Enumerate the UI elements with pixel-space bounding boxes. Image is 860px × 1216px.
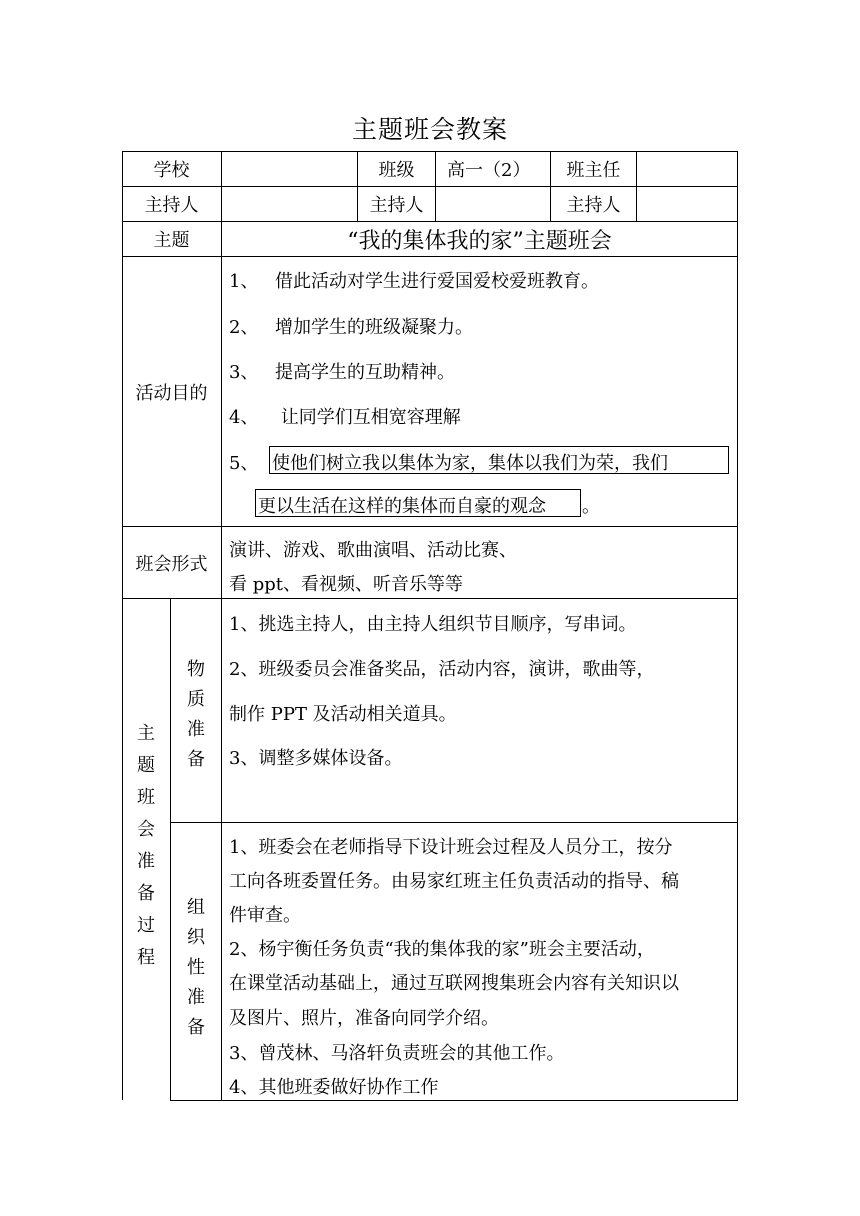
school-label: 学校 [153,160,190,181]
format-line: 看 ppt、看视频、听音乐等等 [229,574,463,595]
prep-label-char: 程 [137,947,155,968]
material-line: 2、班级委员会准备奖品，活动内容，演讲，歌曲等， [229,659,655,680]
objective-item [229,267,599,293]
document-title: 主题班会教案 [351,115,508,144]
organization-line: 件审查。 [229,905,301,926]
host-label-1: 主持人 [144,195,199,216]
format-label: 班会形式 [135,553,208,575]
organization-line: 及图片、照片，准备向同学介绍。 [229,1008,499,1029]
class-label: 班级 [378,160,415,181]
organization-label-char: 织 [187,927,205,948]
format-line: 演讲、游戏、歌曲演唱、活动比赛、 [229,540,517,561]
organization-line: 4、其他班委做好协作工作 [229,1077,439,1098]
material-line: 3、调整多媒体设备。 [229,748,403,769]
organization-line: 在课堂活动基础上，通过互联网搜集班会内容有关知识以 [229,973,679,994]
material-line: 1、挑选主持人，由主持人组织节目顺序，写串词。 [229,614,637,635]
objective-text: 提高学生的互助精神。 [275,362,455,383]
organization-label-char: 备 [187,1017,205,1038]
objective-item [229,313,473,339]
material-label-char: 质 [187,689,205,710]
material-label-char: 物 [187,659,205,680]
head-teacher-label: 班主任 [566,160,621,181]
objectives-label: 活动目的 [135,382,208,404]
objective-text: 借此活动对学生进行爱国爱校爱班教育。 [275,271,599,292]
organization-label-char: 组 [187,897,205,918]
objective-item [229,358,455,384]
prep-label-char: 备 [137,883,155,904]
objective-item [229,403,461,429]
prep-label-char: 会 [137,819,155,840]
objective-text: 使他们树立我以集体为家，集体以我们为荣，我们 [272,453,668,474]
school-value [222,152,357,186]
class-value: 高一（2） [447,160,531,181]
host-label-2: 主持人 [369,195,424,216]
organization-line: 工向各班委置任务。由易家红班主任负责活动的指导、稿 [229,871,679,892]
objective-continuation: 更以生活在这样的集体而自豪的观念 [258,496,546,517]
material-line: 制作 PPT 及活动相关道具。 [229,704,457,725]
prep-label-char: 题 [137,755,155,776]
prep-label-char: 过 [137,915,155,936]
material-label-char: 准 [187,719,205,740]
organization-label-char: 性 [187,957,205,978]
material-label-char: 备 [187,749,205,770]
head-teacher-value [637,152,737,186]
material-prep-label [181,655,211,775]
objective-number: 2、 [229,317,259,338]
host-label-3: 主持人 [566,195,621,216]
objective-end-mark: 。 [582,496,600,517]
organization-line: 3、曾茂林、马洛轩负责班会的其他工作。 [229,1043,565,1064]
objective-number: 5、 [229,453,259,474]
organization-prep-label [181,893,211,1043]
prep-label-char: 班 [137,787,155,808]
prep-label-char: 主 [137,723,155,744]
objective-number: 1、 [229,271,259,292]
objective-number: 3、 [229,362,259,383]
theme-value: “我的集体我的家”主题班会 [347,228,612,254]
objective-text: 增加学生的班级凝聚力。 [275,317,473,338]
prep-process-label [131,718,161,974]
objective-number: 4、 [229,407,259,428]
prep-label-char: 准 [137,851,155,872]
organization-label-char: 准 [187,987,205,1008]
organization-line: 1、班委会在老师指导下设计班会过程及人员分工，按分 [229,837,673,858]
organization-line: 2、杨宇衡任务负责“我的集体我的家”班会主要活动， [229,939,655,960]
theme-label: 主题 [153,230,190,251]
objective-text: 让同学们互相宽容理解 [275,407,461,428]
